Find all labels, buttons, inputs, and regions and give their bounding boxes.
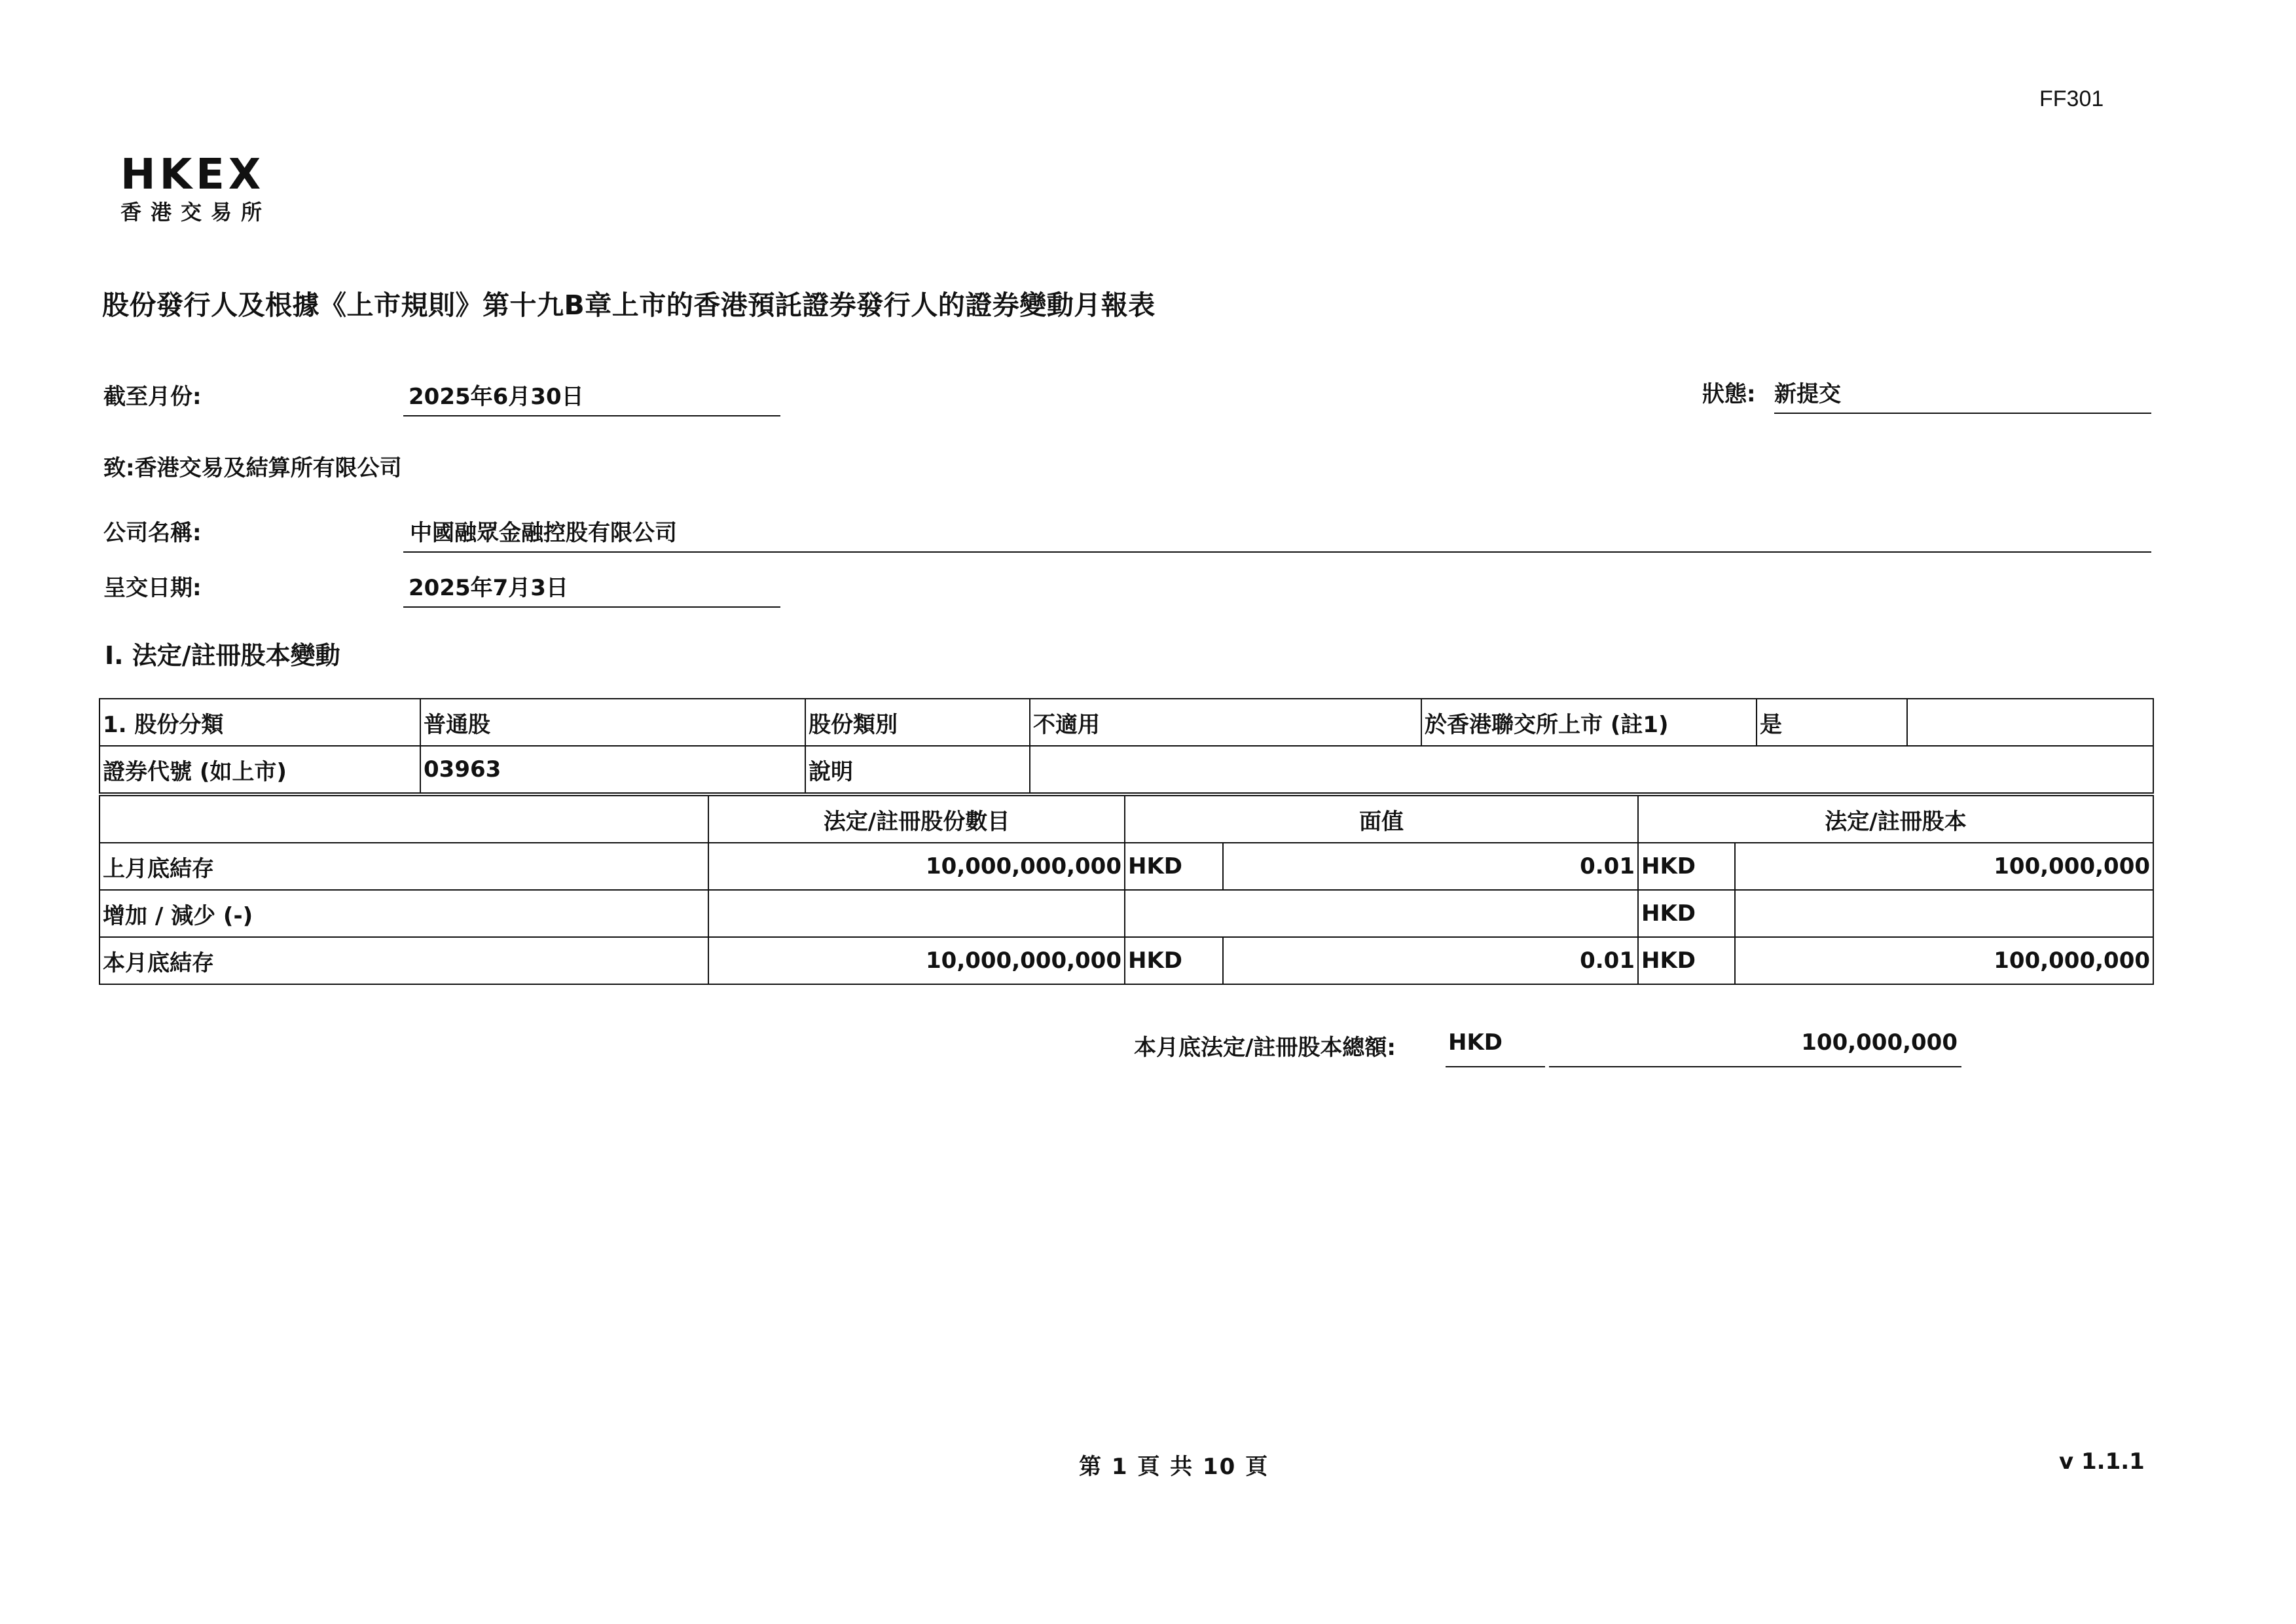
- share-type-label: 股份類別: [805, 699, 1030, 746]
- row-shares: [708, 890, 1125, 937]
- total-currency-field: [1446, 1029, 1545, 1067]
- status-value: 新提交: [1774, 381, 1841, 407]
- submit-date-field: [403, 570, 780, 608]
- logo-chinese: 香港交易所: [120, 200, 272, 225]
- period-value: 2025年6月30日: [409, 384, 584, 410]
- description-label: 說明: [805, 746, 1030, 793]
- share-type-value: 不適用: [1030, 699, 1421, 746]
- stock-code-label: 證券代號 (如上市): [100, 746, 420, 793]
- row-capital-currency: HKD: [1638, 843, 1735, 890]
- total-amount-field: [1549, 1029, 1961, 1067]
- page-number: 第 1 頁 共 10 頁: [1079, 1454, 1269, 1480]
- col-par-header: 面值: [1125, 796, 1638, 843]
- total-amount: 100,000,000: [1801, 1029, 1958, 1056]
- row-capital: 100,000,000: [1735, 937, 2153, 984]
- submit-date-value: 2025年7月3日: [409, 575, 568, 601]
- row-label: 本月底結存: [100, 937, 708, 984]
- hkex-logo: [120, 152, 271, 225]
- col-shares-header: 法定/註冊股份數目: [708, 796, 1125, 843]
- form-code: FF301: [2039, 86, 2104, 111]
- row-par-currency: HKD: [1125, 843, 1223, 890]
- description-value: [1030, 746, 2153, 793]
- version-label: v 1.1.1: [2059, 1449, 2145, 1475]
- stock-code-value: 03963: [420, 746, 805, 793]
- status-label: 狀態:: [1702, 381, 1756, 407]
- row-capital: 100,000,000: [1735, 843, 2153, 890]
- document-title: 股份發行人及根據《上市規則》第十九B章上市的香港預託證券發行人的證券變動月報表: [102, 289, 1156, 321]
- row-label: 增加 / 減少 (-): [100, 890, 708, 937]
- table-row: [100, 937, 2153, 984]
- submit-date-label: 呈交日期:: [103, 575, 202, 601]
- logo-english: HKEX: [120, 151, 265, 199]
- row-capital: [1735, 890, 2153, 937]
- period-label: 截至月份:: [103, 384, 202, 410]
- total-label: 本月底法定/註冊股本總額:: [1134, 1035, 1396, 1061]
- period-field: [403, 378, 780, 416]
- company-field: [403, 515, 2151, 553]
- company-value: 中國融眾金融控股有限公司: [410, 520, 677, 546]
- capital-table: [99, 795, 2154, 985]
- row-par-currency: HKD: [1125, 937, 1223, 984]
- share-class-row: [100, 699, 2153, 746]
- stock-code-row: [100, 746, 2153, 793]
- row-par-value: 0.01: [1223, 843, 1638, 890]
- company-label: 公司名稱:: [103, 520, 202, 546]
- table-row: [100, 890, 2153, 937]
- status-field: [1774, 376, 2151, 414]
- row-shares: 10,000,000,000: [708, 937, 1125, 984]
- row-capital-currency: HKD: [1638, 937, 1735, 984]
- capital-header-row: [100, 796, 2153, 843]
- share-class-label: 1. 股份分類: [100, 699, 420, 746]
- row-par-value: 0.01: [1223, 937, 1638, 984]
- table-row: [100, 843, 2153, 890]
- listed-value: 是: [1757, 699, 1907, 746]
- total-currency: HKD: [1448, 1029, 1503, 1056]
- share-class-value: 普通股: [420, 699, 805, 746]
- section-title: I. 法定/註冊股本變動: [105, 641, 340, 670]
- to-line: 致:香港交易及結算所有限公司: [103, 455, 402, 481]
- row-shares: 10,000,000,000: [708, 843, 1125, 890]
- listed-label: 於香港聯交所上市 (註1): [1421, 699, 1757, 746]
- empty-cell: [1907, 699, 2153, 746]
- row-capital-currency: HKD: [1638, 890, 1735, 937]
- header-blank: [100, 796, 708, 843]
- share-class-table: [99, 698, 2154, 794]
- col-capital-header: 法定/註冊股本: [1638, 796, 2153, 843]
- row-par-value: [1125, 890, 1638, 937]
- row-label: 上月底結存: [100, 843, 708, 890]
